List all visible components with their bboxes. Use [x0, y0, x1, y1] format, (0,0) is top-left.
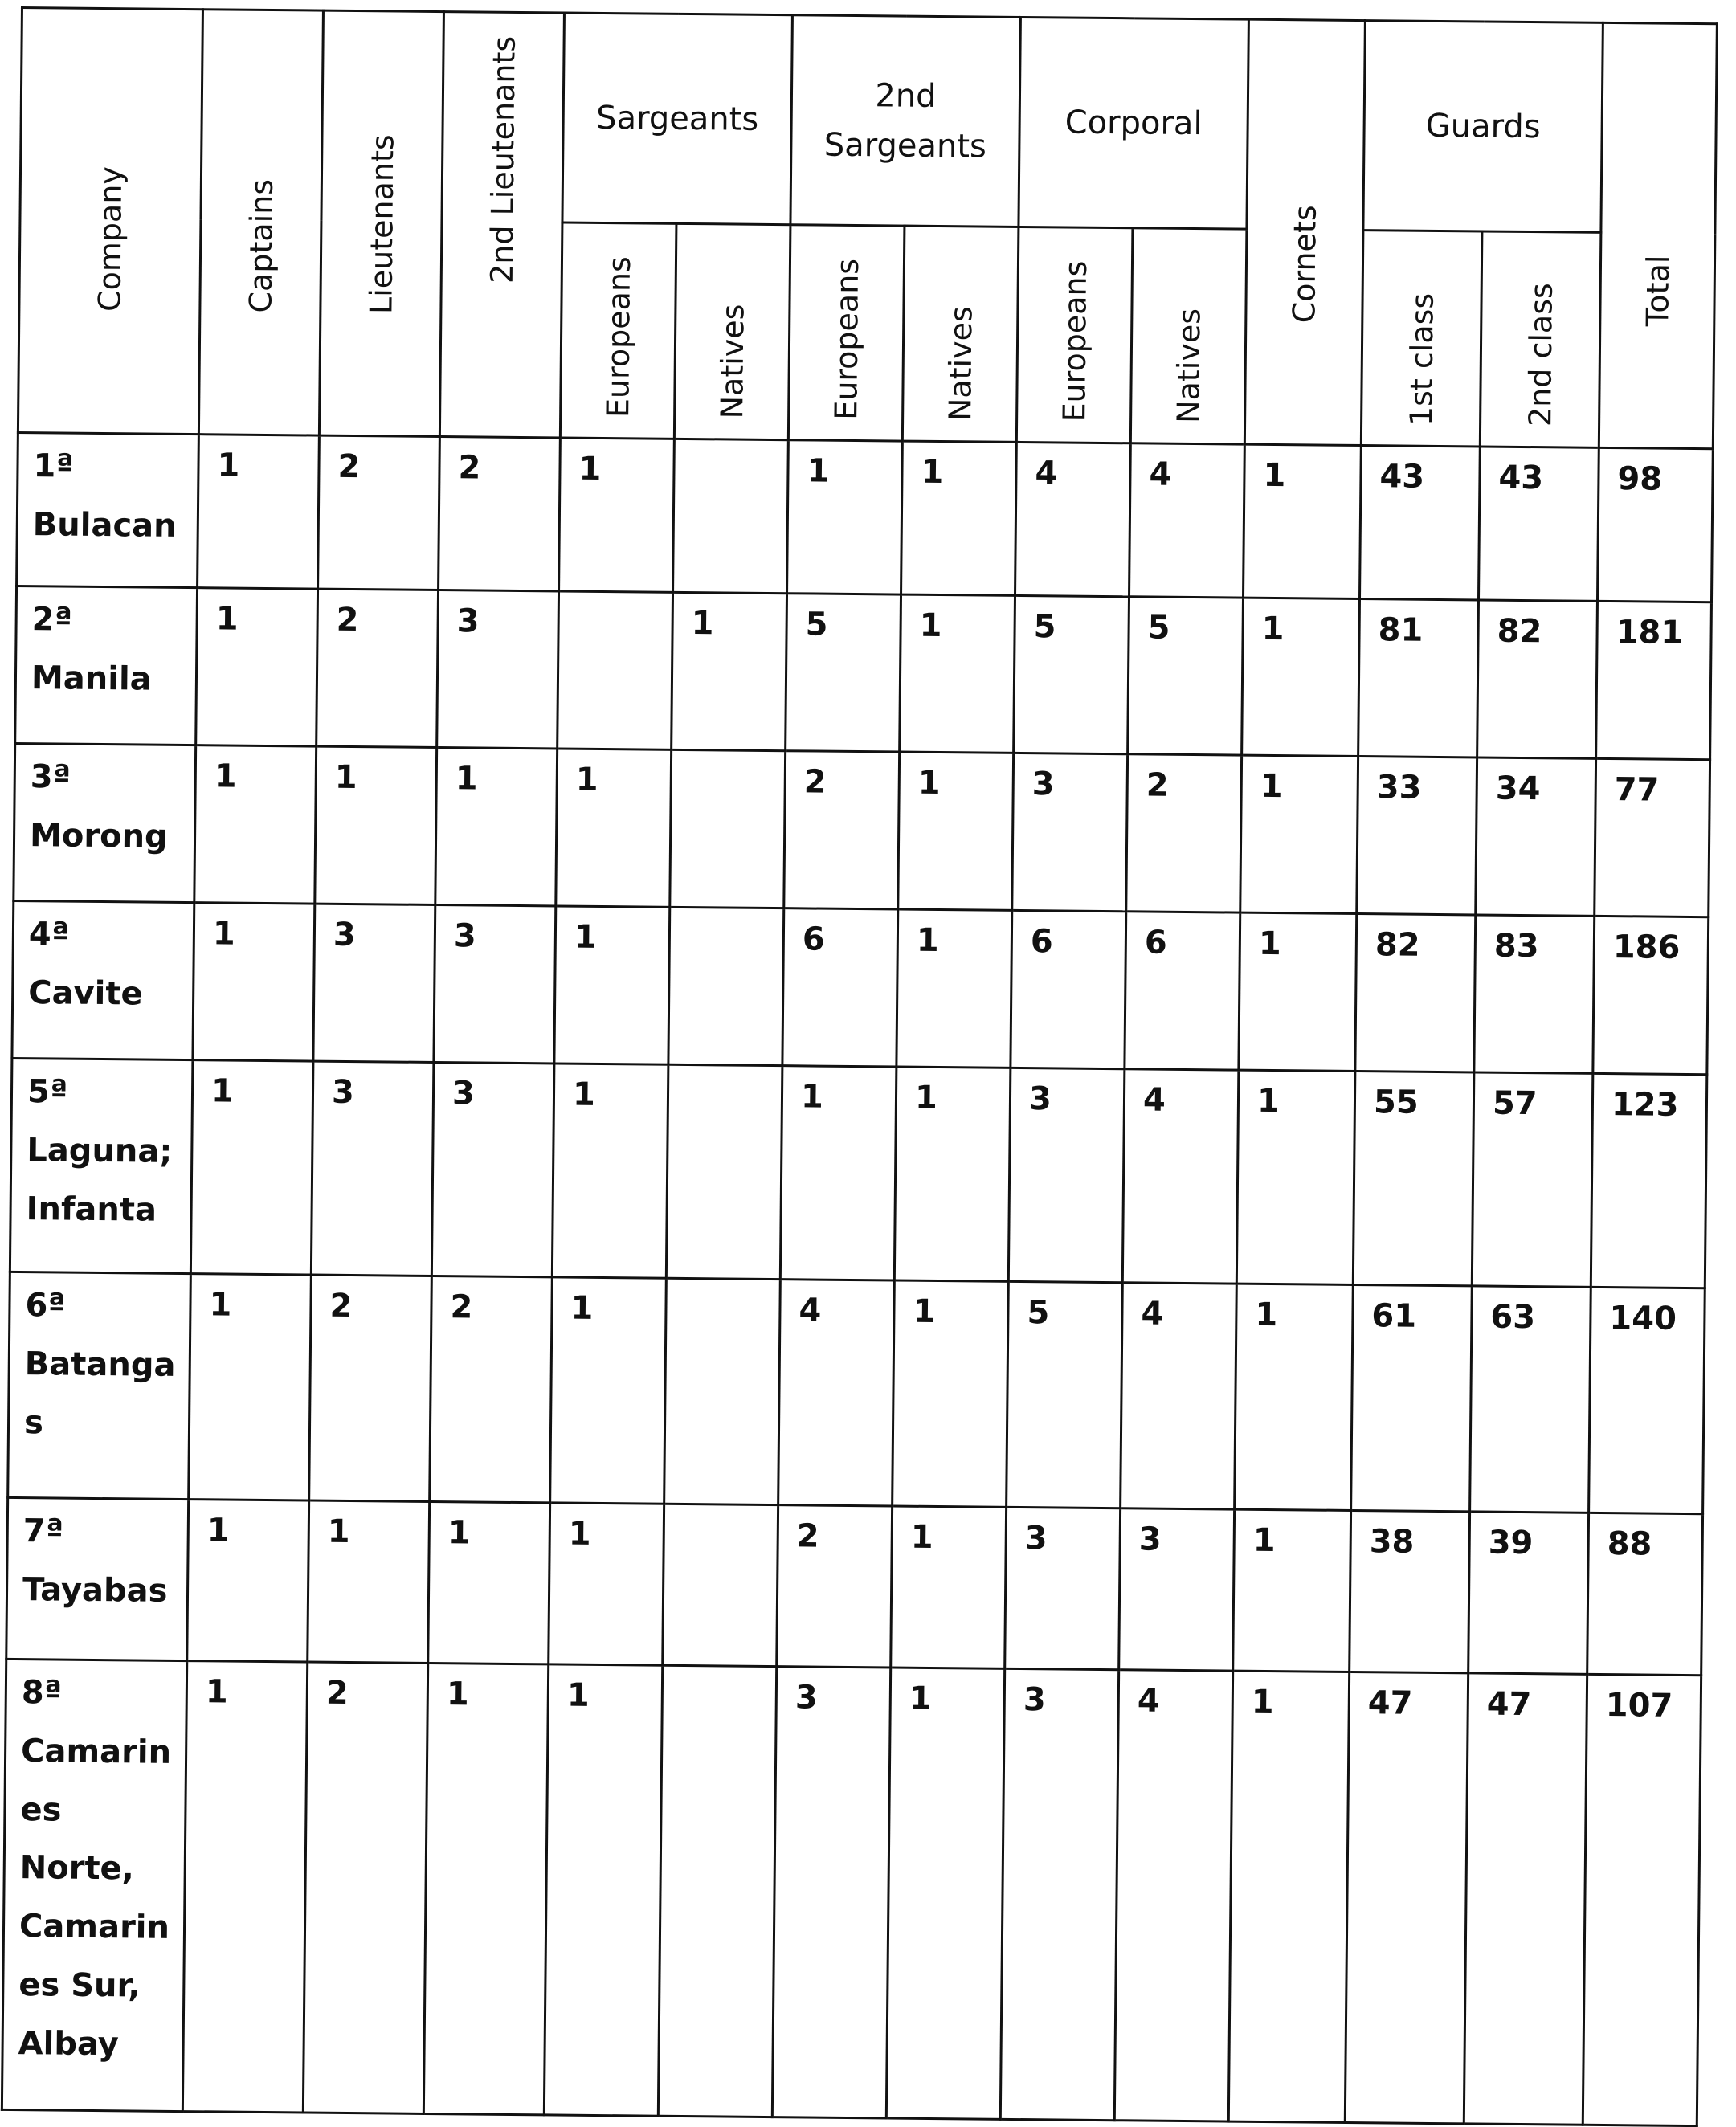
corporal-europeans-cell: 3: [1008, 1068, 1125, 1282]
guards-2nd-class-cell: 82: [1477, 600, 1598, 758]
cornets-cell: 1: [1242, 598, 1360, 756]
corporal-natives-cell: 5: [1128, 597, 1244, 755]
corporal-natives-cell: 4: [1121, 1283, 1237, 1509]
company-roster-table: [1, 6, 1718, 2127]
total-cell: 107: [1583, 1674, 1701, 2125]
2nd-sargeants-europeans-cell: 5: [786, 594, 901, 752]
sargeants-natives-cell: [673, 439, 789, 593]
total-cell: 77: [1595, 758, 1710, 917]
corporal-natives-cell: 2: [1126, 754, 1242, 912]
corporal-europeans-cell: 3: [1000, 1668, 1118, 2120]
lieutenants-cell: 1: [308, 1500, 430, 1663]
header-2nd-sargeants-natives: Natives: [902, 226, 1019, 442]
guards-1st-class-cell: 55: [1353, 1072, 1474, 1286]
total-cell: 181: [1596, 601, 1712, 759]
cornets-cell: 1: [1233, 1509, 1351, 1672]
2nd-lieutenants-cell: 2: [430, 1276, 553, 1502]
2nd-sargeants-europeans-cell: 2: [777, 1505, 893, 1668]
2nd-lieutenants-cell: 1: [423, 1663, 548, 2114]
sargeants-europeans-cell: [558, 591, 673, 749]
company-cell: 3ª Morong: [14, 743, 196, 902]
sargeants-europeans-cell: 1: [550, 1277, 667, 1504]
guards-2nd-class-cell: 43: [1478, 447, 1599, 601]
header-sargeants-natives: Natives: [674, 223, 790, 439]
document-page: [1, 6, 1716, 2127]
sargeants-europeans-cell: 1: [554, 906, 670, 1064]
company-cell: 6ª Batanga s: [8, 1272, 191, 1499]
sargeants-europeans-cell: 1: [549, 1503, 664, 1665]
sargeants-natives-cell: [658, 1665, 776, 2117]
header-2nd-sargeants: 2nd Sargeants: [790, 15, 1020, 227]
2nd-lieutenants-cell: 3: [434, 905, 556, 1064]
guards-2nd-class-cell: 39: [1468, 1512, 1589, 1674]
captains-cell: 1: [196, 588, 318, 746]
sargeants-natives-cell: [668, 907, 784, 1065]
header-corporal-europeans: Europeans: [1016, 227, 1133, 443]
lieutenants-cell: 2: [303, 1662, 427, 2113]
table-row: [10, 1058, 1706, 1288]
header-corporal: Corporal: [1019, 17, 1248, 229]
guards-1st-class-cell: 61: [1351, 1284, 1473, 1511]
header-captains: Captains: [198, 10, 323, 435]
2nd-sargeants-europeans-cell: 4: [778, 1280, 895, 1506]
cornets-cell: 1: [1244, 444, 1362, 598]
guards-2nd-class-cell: 34: [1476, 757, 1596, 916]
2nd-sargeants-natives-cell: 1: [900, 594, 1015, 753]
header-company: Company: [18, 8, 202, 435]
guards-2nd-class-cell: 63: [1470, 1286, 1591, 1513]
corporal-natives-cell: 4: [1129, 443, 1245, 598]
captains-cell: 1: [182, 1661, 307, 2113]
2nd-sargeants-natives-cell: 1: [886, 1668, 1004, 2119]
corporal-europeans-cell: 6: [1011, 910, 1126, 1068]
guards-1st-class-cell: 33: [1357, 757, 1477, 915]
header-guards-2nd-class: 2nd class: [1480, 231, 1601, 447]
table-row: [12, 900, 1709, 1074]
header-2nd-lieutenants: 2nd Lieutenants: [439, 12, 564, 438]
total-cell: 123: [1591, 1073, 1707, 1288]
company-cell: 1ª Bulacan: [17, 432, 199, 587]
captains-cell: 1: [190, 1060, 313, 1275]
2nd-sargeants-natives-cell: 1: [894, 1067, 1011, 1281]
header-total: Total: [1599, 22, 1717, 448]
corporal-europeans-cell: 3: [1005, 1507, 1121, 1669]
captains-cell: 1: [187, 1500, 309, 1662]
header-2nd-sargeants-europeans: Europeans: [788, 225, 905, 441]
guards-1st-class-cell: 81: [1358, 599, 1479, 757]
total-cell: 98: [1597, 447, 1713, 602]
header-corporal-natives: Natives: [1130, 228, 1247, 444]
company-cell: 4ª Cavite: [12, 900, 194, 1059]
table-row: [14, 743, 1710, 917]
lieutenants-cell: 3: [313, 904, 435, 1062]
table-row: [6, 1497, 1703, 1675]
2nd-sargeants-europeans-cell: 1: [780, 1066, 897, 1280]
sargeants-europeans-cell: 1: [556, 749, 672, 907]
2nd-sargeants-natives-cell: 1: [897, 909, 1012, 1068]
total-cell: 140: [1589, 1287, 1705, 1513]
corporal-europeans-cell: 3: [1012, 753, 1128, 911]
guards-1st-class-cell: 47: [1345, 1672, 1468, 2123]
lieutenants-cell: 1: [315, 746, 437, 904]
guards-1st-class-cell: 38: [1350, 1510, 1470, 1672]
captains-cell: 1: [194, 745, 317, 904]
2nd-sargeants-natives-cell: 1: [891, 1506, 1007, 1668]
2nd-sargeants-europeans-cell: 3: [772, 1667, 890, 2118]
corporal-europeans-cell: 5: [1014, 595, 1129, 753]
guards-1st-class-cell: 43: [1359, 446, 1480, 600]
captains-cell: 1: [189, 1274, 312, 1500]
corporal-natives-cell: 4: [1114, 1670, 1232, 2121]
2nd-sargeants-europeans-cell: 1: [787, 440, 903, 594]
sargeants-natives-cell: [663, 1504, 778, 1666]
2nd-lieutenants-cell: 1: [428, 1501, 550, 1664]
2nd-sargeants-natives-cell: 1: [901, 441, 1017, 595]
header-row-group: [20, 8, 1717, 234]
guards-2nd-class-cell: 47: [1464, 1673, 1587, 2125]
table-row: [17, 432, 1714, 602]
header-guards-1st-class: 1st class: [1361, 231, 1482, 447]
2nd-sargeants-natives-cell: 1: [898, 752, 1014, 910]
header-lieutenants: Lieutenants: [319, 10, 443, 436]
cornets-cell: 1: [1228, 1671, 1349, 2122]
header-cornets: Cornets: [1244, 19, 1365, 445]
corporal-europeans-cell: 4: [1015, 442, 1131, 596]
2nd-lieutenants-cell: 3: [431, 1062, 554, 1276]
header-sargeants-europeans: Europeans: [560, 222, 676, 439]
total-cell: 186: [1593, 916, 1709, 1074]
lieutenants-cell: 2: [309, 1275, 432, 1501]
company-cell: 5ª Laguna; Infanta: [10, 1058, 193, 1273]
2nd-lieutenants-cell: 3: [437, 590, 559, 749]
corporal-europeans-cell: 5: [1007, 1281, 1123, 1508]
sargeants-europeans-cell: 1: [559, 438, 675, 592]
2nd-sargeants-natives-cell: 1: [893, 1280, 1009, 1507]
table-row: [8, 1272, 1705, 1513]
sargeants-europeans-cell: 1: [552, 1064, 668, 1278]
captains-cell: 1: [193, 903, 315, 1061]
company-cell: 7ª Tayabas: [6, 1497, 189, 1660]
cornets-cell: 1: [1235, 1284, 1354, 1510]
total-cell: 88: [1587, 1513, 1703, 1675]
guards-2nd-class-cell: 57: [1472, 1072, 1593, 1287]
guards-2nd-class-cell: 83: [1474, 915, 1595, 1073]
captains-cell: 1: [198, 435, 320, 589]
table-row: [15, 586, 1712, 759]
cornets-cell: 1: [1239, 912, 1357, 1071]
2nd-lieutenants-cell: 1: [435, 748, 558, 906]
corporal-natives-cell: 6: [1125, 912, 1240, 1070]
cornets-cell: 1: [1240, 755, 1358, 913]
lieutenants-cell: 3: [311, 1061, 434, 1276]
cornets-cell: 1: [1236, 1070, 1355, 1284]
table-row: [2, 1659, 1701, 2125]
header-guards: Guards: [1363, 21, 1603, 233]
sargeants-natives-cell: [666, 1064, 782, 1279]
sargeants-natives-cell: 1: [672, 592, 787, 750]
2nd-lieutenants-cell: 2: [439, 437, 561, 591]
2nd-sargeants-europeans-cell: 6: [782, 908, 898, 1067]
company-cell: 8ª Camarin es Norte, Camarin es Sur, Albay: [2, 1659, 186, 2111]
lieutenants-cell: 2: [317, 589, 439, 747]
2nd-sargeants-europeans-cell: 2: [784, 751, 900, 909]
lieutenants-cell: 2: [318, 435, 440, 590]
sargeants-natives-cell: [670, 749, 786, 908]
sargeants-natives-cell: [664, 1278, 781, 1504]
sargeants-europeans-cell: 1: [544, 1664, 662, 2116]
corporal-natives-cell: 4: [1122, 1069, 1239, 1284]
company-cell: 2ª Manila: [15, 586, 198, 745]
guards-1st-class-cell: 82: [1355, 914, 1476, 1072]
corporal-natives-cell: 3: [1119, 1508, 1235, 1671]
header-sargeants: Sargeants: [562, 13, 792, 225]
